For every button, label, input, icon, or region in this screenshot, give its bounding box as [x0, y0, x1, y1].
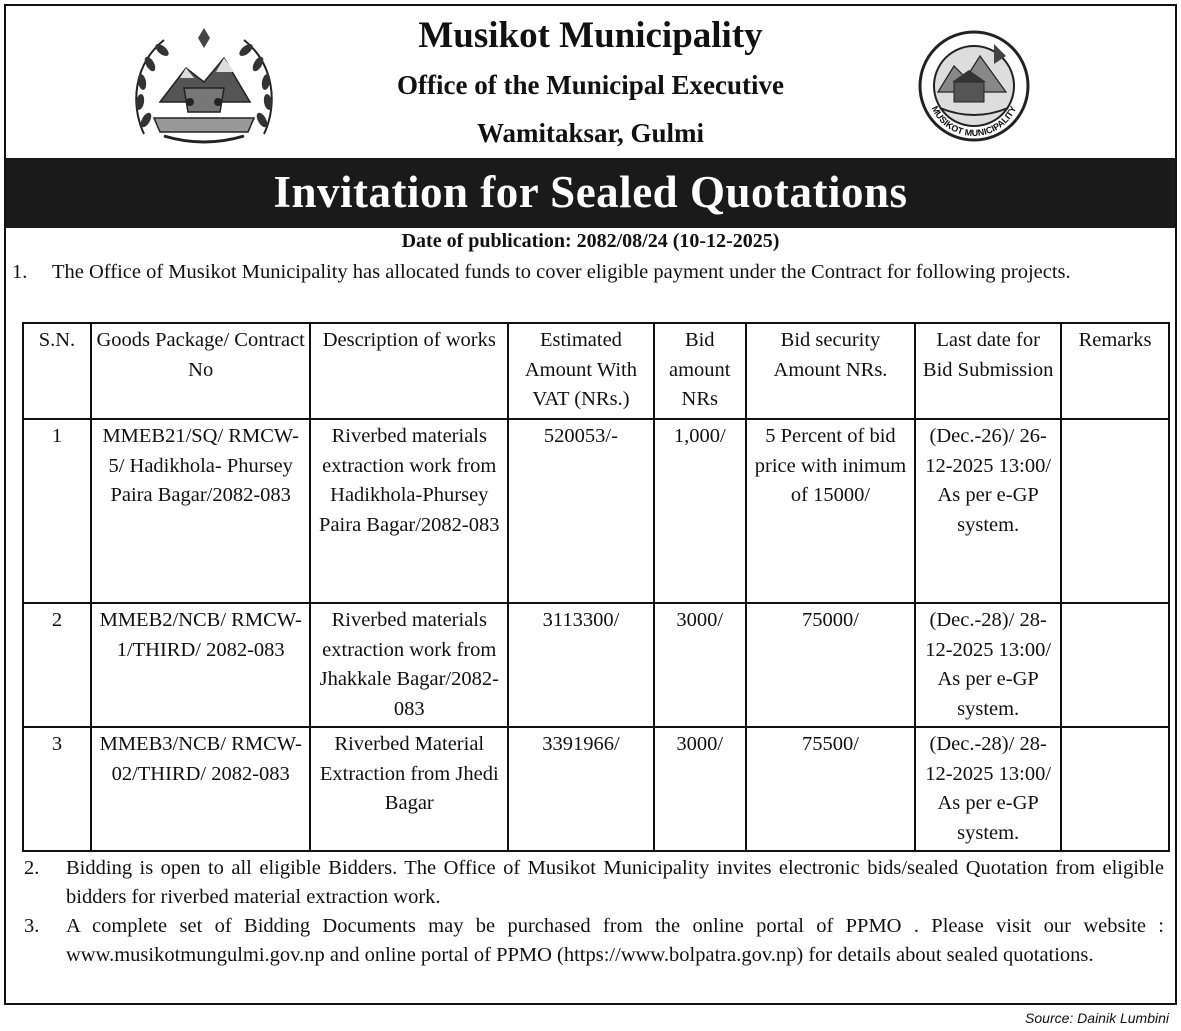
cell-bid-amount: 1,000/: [654, 419, 746, 603]
cell-last-date: (Dec.-26)/ 26-12-2025 13:00/ As per e-GP system.: [915, 419, 1061, 603]
cell-remarks: [1061, 603, 1169, 727]
cell-description: Riverbed materials extraction work from Jhakkale Bagar/2082-083: [310, 603, 508, 727]
musikot-municipality-seal-icon: [910, 26, 1038, 144]
paragraph-3-number: 3.: [24, 915, 40, 937]
cell-bid-amount: 3000/: [654, 603, 746, 727]
cell-remarks: [1061, 727, 1169, 851]
publication-date: Date of publication: 2082/08/24 (10-12-2025): [401, 230, 780, 252]
column-header-last-date: Last date for Bid Submission: [915, 323, 1061, 419]
cell-remarks: [1061, 419, 1169, 603]
column-header-sn: S.N.: [23, 323, 91, 419]
cell-bid-security: 5 Percent of bid price with inimum of 15000/: [746, 419, 916, 603]
cell-contract: MMEB2/NCB/ RMCW-1/THIRD/ 2082-083: [91, 603, 311, 727]
cell-sn: 1: [23, 419, 91, 603]
source-credit: Source: Dainik Lumbini: [1025, 1010, 1169, 1026]
column-header-remarks: Remarks: [1061, 323, 1169, 419]
cell-contract: MMEB21/SQ/ RMCW-5/ Hadikhola- Phursey Paira Bagar/2082-083: [91, 419, 311, 603]
cell-sn: 2: [23, 603, 91, 727]
seal-text: MUSIKOT MUNICIPALITY: [929, 104, 1019, 139]
cell-sn: 3: [23, 727, 91, 851]
table-row: [23, 419, 1169, 603]
table-row: [23, 727, 1169, 851]
notice-banner: Invitation for Sealed Quotations: [6, 158, 1175, 228]
column-header-bid-security: Bid security Amount NRs.: [746, 323, 916, 419]
paragraph-2-text: Bidding is open to all eligible Bidders. The Office of Musikot Municipality invites electronic bids/sealed Quotation from eligible bidders for riverbed material extraction work.: [66, 857, 1164, 908]
cell-bid-amount: 3000/: [654, 727, 746, 851]
column-header-contract: Goods Package/ Contract No: [91, 323, 311, 419]
column-header-description: Description of works: [310, 323, 508, 419]
cell-last-date: (Dec.-28)/ 28-12-2025 13:00/ As per e-GP system.: [915, 603, 1061, 727]
cell-contract: MMEB3/NCB/ RMCW- 02/THIRD/ 2082-083: [91, 727, 311, 851]
cell-description: Riverbed Material Extraction from Jhedi Bagar: [310, 727, 508, 851]
office-name: Office of the Municipal Executive: [397, 70, 784, 100]
table-row: [23, 603, 1169, 727]
paragraph-1-number: 1.: [12, 261, 28, 283]
paragraph-3: [24, 912, 1164, 970]
office-location: Wamitaksar, Gulmi: [476, 118, 705, 148]
cell-last-date: (Dec.-28)/ 28-12-2025 13:00/ As per e-GP system.: [915, 727, 1061, 851]
paragraph-1-text: The Office of Musikot Municipality has allocated funds to cover eligible payment under the Contract for following projects.: [52, 261, 1071, 283]
column-header-estimated-amount: Estimated Amount With VAT (NRs.): [508, 323, 654, 419]
cell-bid-security: 75500/: [746, 727, 916, 851]
cell-estimated-amount: 3113300/: [508, 603, 654, 727]
cell-estimated-amount: 520053/-: [508, 419, 654, 603]
paragraph-1: [12, 258, 1164, 287]
column-header-bid-amount: Bid amount NRs: [654, 323, 746, 419]
paragraph-3-text: A complete set of Bidding Documents may be purchased from the online portal of PPMO . Please visit our website : www.musikotmungulmi.gov.np and online portal of PPMO (https://www.bolpatra.gov.np) for details about sealed quotations.: [66, 915, 1164, 966]
cell-bid-security: 75000/: [746, 603, 916, 727]
notice-header: [6, 6, 1175, 158]
notice-frame: [4, 4, 1177, 1005]
cell-description: Riverbed materials extraction work from Hadikhola-Phursey Paira Bagar/2082-083: [310, 419, 508, 603]
table-header-row: [23, 323, 1169, 419]
bid-table: [22, 322, 1170, 852]
municipality-name: Musikot Municipality: [418, 15, 763, 56]
paragraph-2-number: 2.: [24, 857, 40, 879]
paragraph-2: [24, 854, 1164, 912]
cell-estimated-amount: 3391966/: [508, 727, 654, 851]
